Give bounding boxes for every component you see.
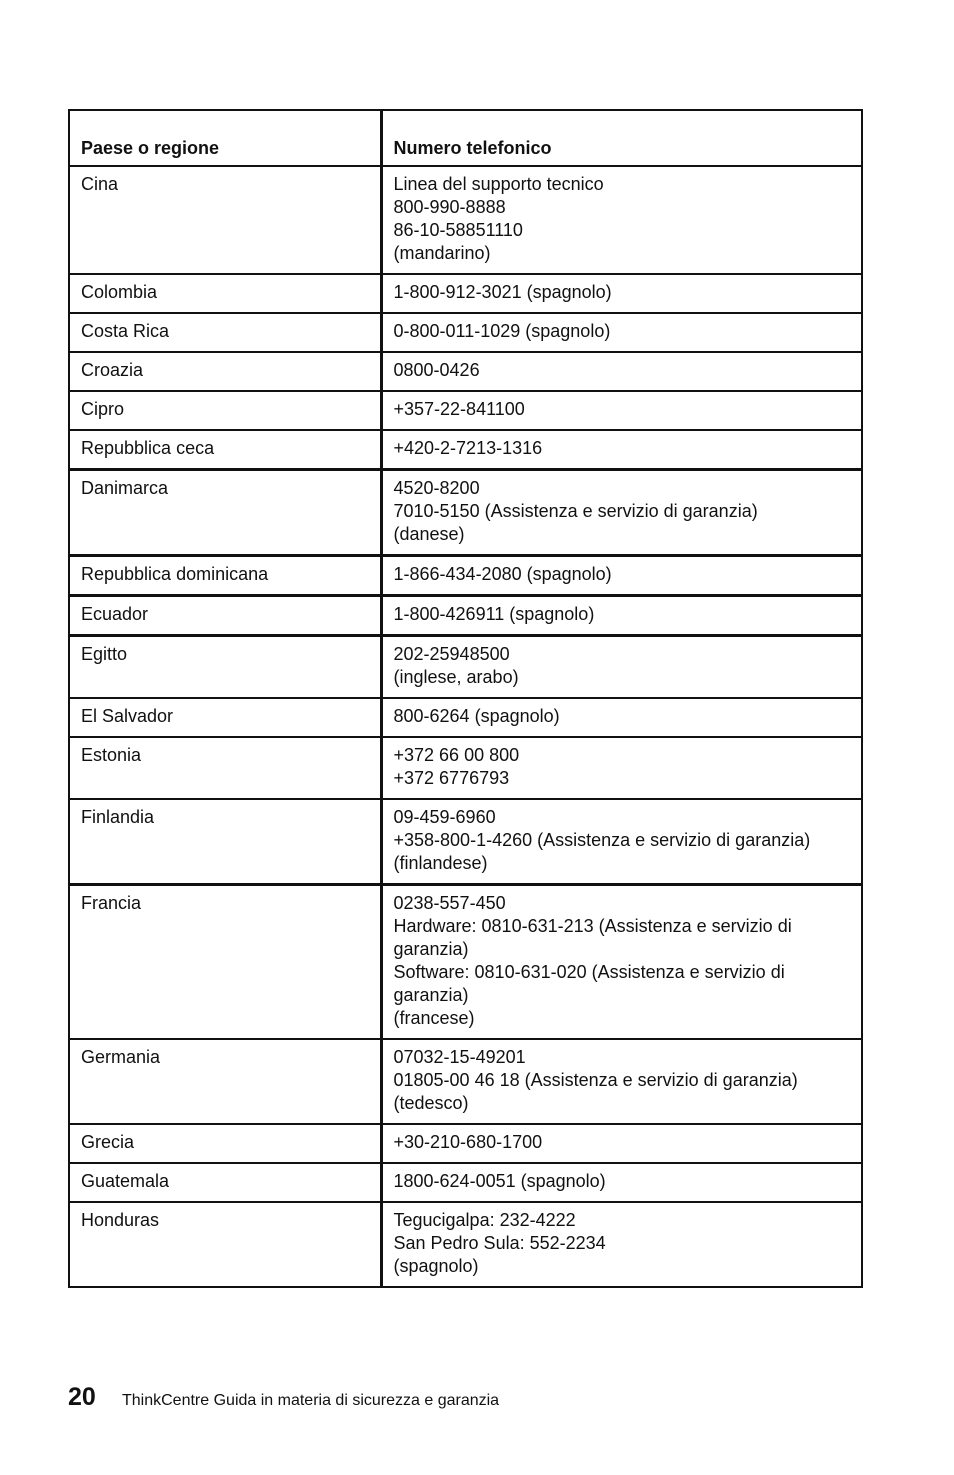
table-body	[69, 166, 862, 1287]
country-cell: Honduras	[69, 1202, 381, 1287]
phone-line: 86-10-58851110	[393, 220, 523, 240]
country-cell: Germania	[69, 1039, 381, 1124]
phone-cell	[381, 274, 862, 313]
table-row	[69, 698, 862, 737]
table-row	[69, 1202, 862, 1287]
phone-line: (inglese, arabo)	[393, 667, 519, 687]
phone-cell	[381, 391, 862, 430]
page-number: 20	[68, 1383, 96, 1411]
phone-line: 800-990-8888	[393, 197, 506, 217]
phone-cell	[381, 596, 862, 636]
phone-line: 1-866-434-2080 (spagnolo)	[393, 564, 612, 584]
table-row	[69, 166, 862, 274]
phone-line: 0800-0426	[393, 360, 480, 380]
phone-line: Linea del supporto tecnico	[393, 174, 604, 194]
phone-line: 0-800-011-1029 (spagnolo)	[393, 321, 611, 341]
phone-cell	[381, 737, 862, 799]
table-row	[69, 737, 862, 799]
country-cell: Croazia	[69, 352, 381, 391]
phone-cell	[381, 556, 862, 596]
phone-line: 0238-557-450	[393, 893, 506, 913]
page-footer	[68, 1383, 499, 1415]
table-row	[69, 470, 862, 556]
table-row	[69, 596, 862, 636]
phone-line: +372 66 00 800	[393, 745, 520, 765]
phone-line: +30-210-680-1700	[393, 1132, 543, 1152]
phone-cell	[381, 430, 862, 470]
phone-cell	[381, 1163, 862, 1202]
support-phone-table	[68, 109, 863, 1288]
phone-line: Software: 0810-631-020 (Assistenza e servizio di garanzia)	[393, 962, 785, 1005]
table-row	[69, 313, 862, 352]
table-header-row	[69, 110, 862, 166]
phone-line: 7010-5150 (Assistenza e servizio di garanzia)	[393, 501, 758, 521]
phone-line: 4520-8200	[393, 478, 480, 498]
country-cell: Colombia	[69, 274, 381, 313]
table-row	[69, 391, 862, 430]
phone-line: 09-459-6960	[393, 807, 496, 827]
phone-cell	[381, 885, 862, 1040]
country-cell: Grecia	[69, 1124, 381, 1163]
phone-line: 1-800-426911 (spagnolo)	[393, 604, 595, 624]
phone-line: 800-6264 (spagnolo)	[393, 706, 560, 726]
column-header-phone: Numero telefonico	[381, 110, 862, 166]
table-row	[69, 1124, 862, 1163]
phone-line: (finlandese)	[393, 853, 488, 873]
phone-line: (spagnolo)	[393, 1256, 479, 1276]
country-cell: Cipro	[69, 391, 381, 430]
country-cell: Repubblica ceca	[69, 430, 381, 470]
country-cell: Estonia	[69, 737, 381, 799]
table-row	[69, 1039, 862, 1124]
phone-line: (tedesco)	[393, 1093, 469, 1113]
phone-line: +420-2-7213-1316	[393, 438, 543, 458]
country-cell: Francia	[69, 885, 381, 1040]
phone-line: 202-25948500	[393, 644, 510, 664]
table-row	[69, 352, 862, 391]
country-cell: Repubblica dominicana	[69, 556, 381, 596]
phone-line: 1800-624-0051 (spagnolo)	[393, 1171, 606, 1191]
country-cell: Cina	[69, 166, 381, 274]
country-cell: Danimarca	[69, 470, 381, 556]
phone-line: (danese)	[393, 524, 465, 544]
table-row	[69, 799, 862, 885]
phone-cell	[381, 166, 862, 274]
country-cell: Guatemala	[69, 1163, 381, 1202]
phone-line: 1-800-912-3021 (spagnolo)	[393, 282, 612, 302]
country-cell: Costa Rica	[69, 313, 381, 352]
table-row	[69, 1163, 862, 1202]
phone-line: (mandarino)	[393, 243, 491, 263]
phone-line: +372 6776793	[393, 768, 510, 788]
phone-line: 01805-00 46 18 (Assistenza e servizio di garanzia)	[393, 1070, 798, 1090]
phone-cell	[381, 636, 862, 699]
phone-line: Tegucigalpa: 232-4222	[393, 1210, 576, 1230]
phone-line: +357-22-841100	[393, 399, 525, 419]
table-row	[69, 556, 862, 596]
phone-line: San Pedro Sula: 552-2234	[393, 1233, 606, 1253]
table-row	[69, 430, 862, 470]
phone-cell	[381, 1202, 862, 1287]
phone-line: (francese)	[393, 1008, 475, 1028]
phone-line: Hardware: 0810-631-213 (Assistenza e servizio di garanzia)	[393, 916, 792, 959]
phone-cell	[381, 698, 862, 737]
footer-title: ThinkCentre Guida in materia di sicurezza e garanzia	[122, 1392, 500, 1409]
country-cell: Finlandia	[69, 799, 381, 885]
phone-cell	[381, 1124, 862, 1163]
phone-line: +358-800-1-4260 (Assistenza e servizio di garanzia)	[393, 830, 811, 850]
column-header-country: Paese o regione	[69, 110, 381, 166]
country-cell: El Salvador	[69, 698, 381, 737]
table-row	[69, 885, 862, 1040]
country-cell: Ecuador	[69, 596, 381, 636]
country-cell: Egitto	[69, 636, 381, 699]
phone-cell	[381, 1039, 862, 1124]
phone-cell	[381, 470, 862, 556]
table-row	[69, 636, 862, 699]
phone-cell	[381, 799, 862, 885]
phone-cell	[381, 352, 862, 391]
phone-line: 07032-15-49201	[393, 1047, 526, 1067]
table-row	[69, 274, 862, 313]
phone-cell	[381, 313, 862, 352]
